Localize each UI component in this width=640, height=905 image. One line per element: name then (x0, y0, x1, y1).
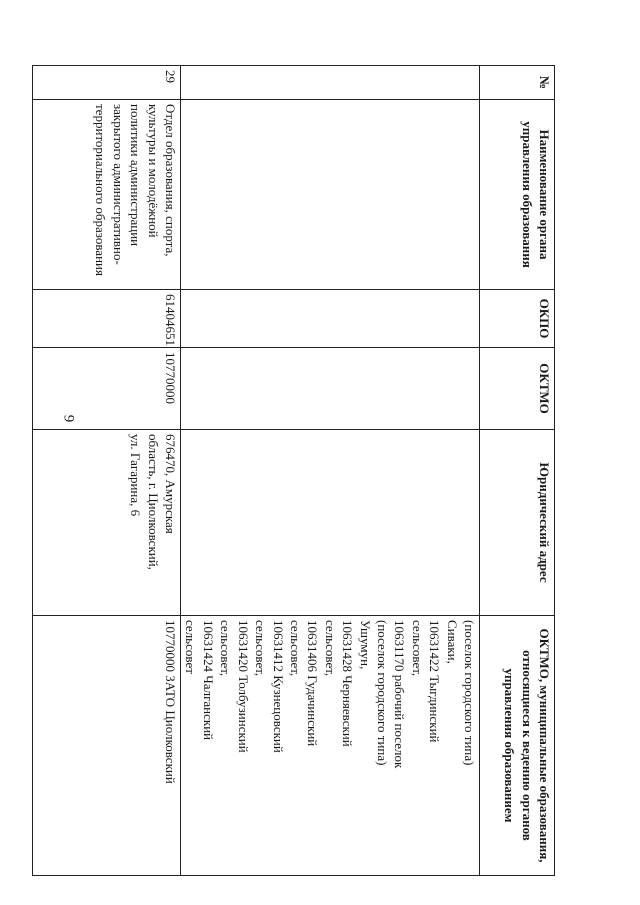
cell-text-line: Ушумун, (357, 620, 373, 670)
cell-text-line: сельсовет, (253, 620, 269, 677)
cell-address (33, 430, 181, 616)
cell-text-line: 10631420 Толбузинский (235, 620, 251, 753)
cell-okpo: 61404651 (33, 290, 181, 348)
cell-text-line: 10631424 Чалганский (200, 620, 216, 741)
education-bodies-table (32, 65, 555, 876)
cell-municipal: 10770000 ЗАТО Циолковский (33, 616, 181, 876)
header-num: № (480, 66, 555, 100)
cell-oktmo: 10770000 (33, 348, 181, 430)
cell-text-line: культуры и молодёжной (145, 104, 161, 238)
cell-text-line: 10631406 Гудачинский (305, 620, 321, 747)
page-number: 9 (60, 414, 77, 423)
cell-text-line: (поселок городского типа) (462, 620, 477, 766)
header-address: Юридический адрес (480, 430, 555, 616)
cell-text-line: Сиваки, (444, 620, 460, 664)
cell-text-line: сельсовет, (409, 620, 425, 677)
cell-municipal-list (181, 616, 480, 876)
cell-text-line: сельсовет (183, 620, 199, 674)
cell-text-line: 10631428 Черняевский (340, 620, 356, 747)
table-header-row (480, 66, 555, 876)
cell-text-line: политики администрации (128, 104, 144, 247)
header-okpo: ОКПО (480, 290, 555, 348)
cell-text-line: 676470, Амурская (163, 434, 179, 534)
header-oktmo: ОКТМО (480, 348, 555, 430)
rotated-table-container (90, 65, 555, 875)
cell-num: 29 (33, 66, 181, 100)
cell-okpo (181, 290, 480, 348)
table-row-29 (33, 66, 181, 876)
cell-text-line: сельсовет, (322, 620, 338, 677)
cell-text-line: (поселок городского типа) (374, 620, 390, 766)
cell-oktmo (181, 348, 480, 430)
cell-name (33, 100, 181, 290)
table-row-continuation (181, 66, 480, 876)
cell-text-line: 10631422 Тыгдинский (427, 620, 443, 743)
header-municipal: ОКТМО, муниципальные образования, относящиеся к ведению органов управления образованием (480, 616, 555, 876)
cell-text-line: 10631412 Кузнецовский (270, 620, 286, 753)
header-name: Наименование органа управления образования (480, 100, 555, 290)
cell-text-line: область, г. Циолковский, (145, 434, 161, 570)
cell-name (181, 100, 480, 290)
cell-text-line: закрытого административно- (110, 104, 126, 265)
cell-text-line: Отдел образования, спорта, (163, 104, 179, 257)
cell-text-line: территориального образования (93, 104, 109, 276)
cell-address (181, 430, 480, 616)
cell-num (181, 66, 480, 100)
cell-text-line: сельсовет, (287, 620, 303, 677)
cell-text-line: 10631170 рабочий поселок (392, 620, 408, 769)
cell-text-line: ул. Гагарина, 6 (128, 434, 144, 517)
cell-text-line: сельсовет, (218, 620, 234, 677)
